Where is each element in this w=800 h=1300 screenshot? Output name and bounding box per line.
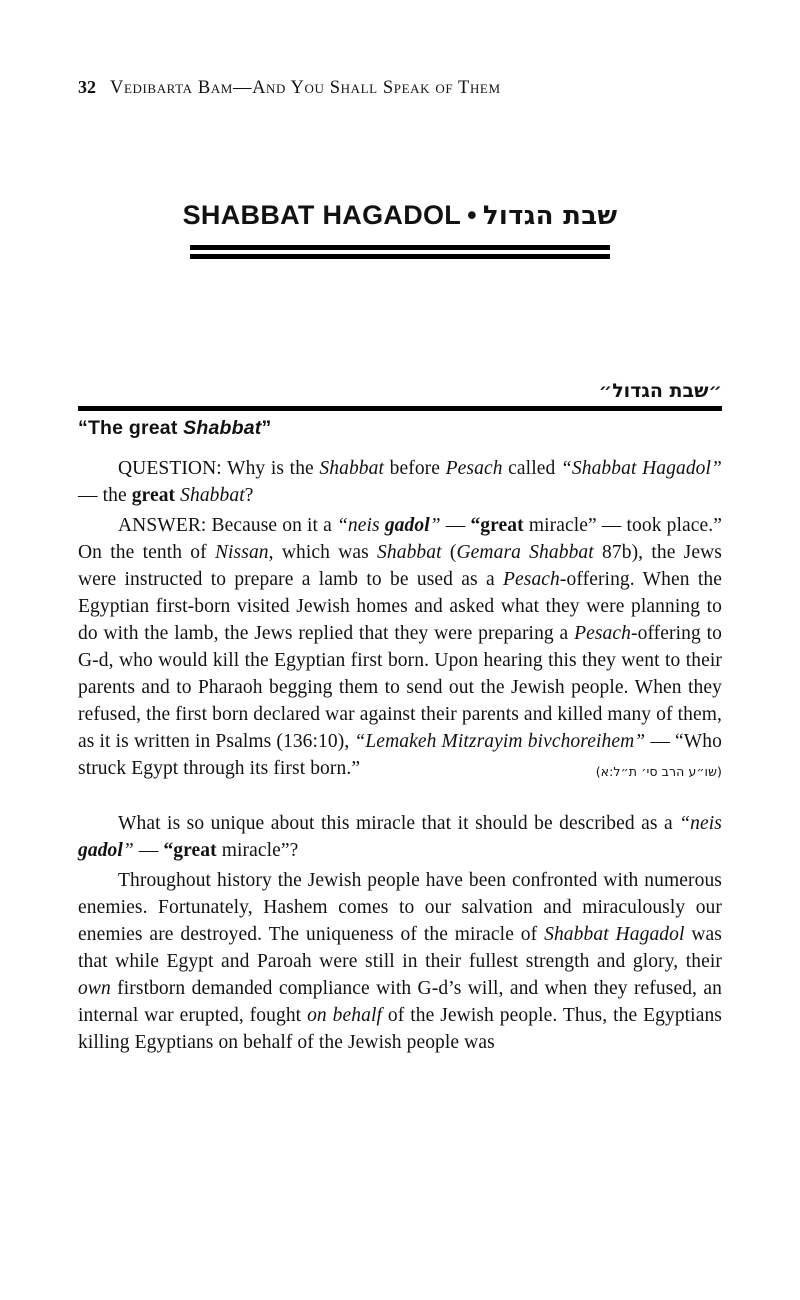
rule-bar-bottom: [190, 254, 610, 259]
hebrew-section-heading: ״שבת הגדול״: [598, 380, 722, 402]
source-citation: (שו״ע הרב סי׳ ת״ל:א): [595, 764, 722, 779]
running-title: Vedibarta Bam—And You Shall Speak of Them: [110, 78, 501, 98]
rule-bar-top: [190, 245, 610, 250]
chapter-title-hebrew: שבת הגדול: [482, 201, 618, 231]
question-paragraph: QUESTION: Why is the Shabbat before Pesach called “Shabbat Hagadol” — the great Shabbat?: [78, 458, 722, 506]
section-subheading: “The great Shabbat”: [78, 417, 272, 439]
chapter-title-latin: SHABBAT HAGADOL: [182, 200, 462, 230]
bullet-separator: •: [467, 200, 477, 230]
running-header: [78, 76, 722, 99]
chapter-title: [78, 199, 722, 232]
section-rule: [78, 406, 722, 411]
answer-paragraph: ANSWER: Because on it a “neis gadol” — “great miracle” — took place.” On the tenth of Nissan, which was Shabbat (Gemara Shabbat 87b), the Jews were instructed to prepare a lamb to be used as a Pesach-offering. When the Egyptian first-born visited Jewish homes and asked what they were planning to do with the lamb, the Jews replied that they were preparing a Pesach-offering to G-d, who would kill the Egyptian first born. Upon hearing this they went to their parents and to Pharaoh begging them to send out the Jewish people. When they refused, the first born declared war against their parents and killed many of them, as it is written in Psalms (136:10), “Lemakeh Mitzrayim bivchoreihem” — “Who struck Egypt through its first born.”: [78, 515, 722, 779]
title-double-rule: [190, 245, 610, 259]
body-text: [78, 455, 722, 1056]
commentary-paragraph: Throughout history the Jewish people have been confronted with numerous enemies. Fortunately, Hashem comes to our salvation and miraculously our enemies are destroyed. The uniqueness of the miracle of Shabbat Hagadol was that while Egypt and Paroah were still in their fullest strength and glory, their own firstborn demanded compliance with G-d’s will, and when they refused, an internal war erupted, fought on behalf of the Jewish people. Thus, the Egyptians killing Egyptians on behalf of the Jewish people was: [78, 870, 722, 1053]
followup-question-paragraph: What is so unique about this miracle that it should be described as a “neis gadol” — “great miracle”?: [78, 813, 722, 861]
section-heading-block: [78, 379, 722, 440]
page-number: 32: [78, 77, 96, 97]
chapter-title-block: [78, 199, 722, 259]
